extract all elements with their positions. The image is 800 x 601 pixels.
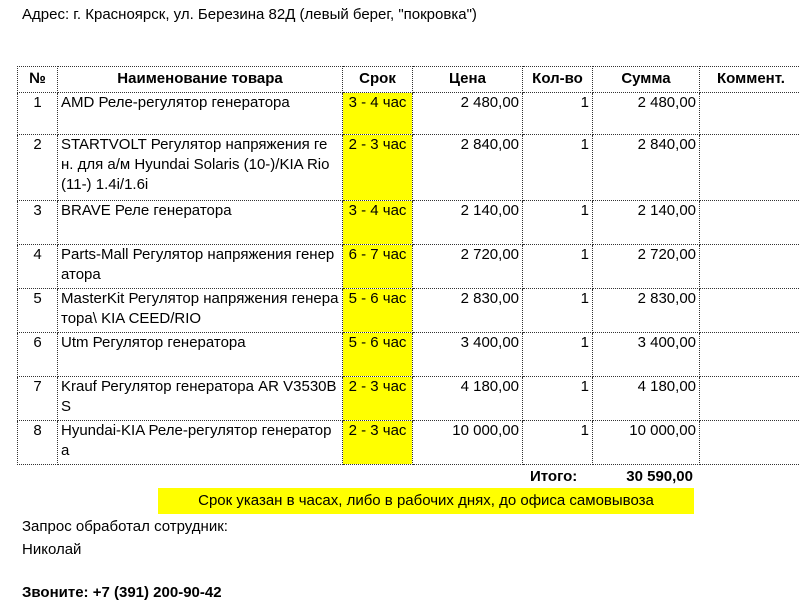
row-sum: 2 140,00 (593, 201, 700, 245)
price-table (17, 66, 800, 465)
row-sum: 2 720,00 (593, 245, 700, 289)
table-row (18, 245, 800, 289)
row-product-name: BRAVE Реле генератора (58, 201, 343, 245)
row-term: 6 - 7 час (343, 245, 413, 289)
row-term: 2 - 3 час (343, 135, 413, 201)
row-qty: 1 (523, 333, 593, 377)
row-price: 2 140,00 (413, 201, 523, 245)
row-sum: 4 180,00 (593, 377, 700, 421)
row-comment (700, 93, 800, 135)
row-price: 2 480,00 (413, 93, 523, 135)
row-qty: 1 (523, 421, 593, 465)
row-price: 10 000,00 (413, 421, 523, 465)
row-price: 2 840,00 (413, 135, 523, 201)
row-term: 5 - 6 час (343, 333, 413, 377)
total-label: Итого: (530, 468, 577, 485)
row-sum: 10 000,00 (593, 421, 700, 465)
row-sum: 2 480,00 (593, 93, 700, 135)
row-qty: 1 (523, 93, 593, 135)
row-price: 2 830,00 (413, 289, 523, 333)
row-qty: 1 (523, 289, 593, 333)
row-qty: 1 (523, 245, 593, 289)
row-num: 7 (18, 377, 58, 421)
delivery-note: Срок указан в часах, либо в рабочих днях, до офиса самовывоза (158, 488, 694, 514)
phone-line: Звоните: +7 (391) 200-90-42 (22, 584, 222, 601)
row-comment (700, 421, 800, 465)
row-product-name: STARTVOLT Регулятор напряжения ген. для а/м Hyundai Solaris (10-)/KIA Rio (11-) 1.4i/1.6i (58, 135, 343, 201)
row-num: 1 (18, 93, 58, 135)
row-comment (700, 289, 800, 333)
row-price: 3 400,00 (413, 333, 523, 377)
header-num: № (18, 67, 58, 93)
row-product-name: MasterKit Регулятор напряжения генератора\ KIA CEED/RIO (58, 289, 343, 333)
row-qty: 1 (523, 377, 593, 421)
table-row (18, 201, 800, 245)
row-num: 3 (18, 201, 58, 245)
table-header-row (18, 67, 800, 93)
row-num: 8 (18, 421, 58, 465)
row-product-name: Krauf Регулятор генератора AR V3530BS (58, 377, 343, 421)
row-sum: 2 840,00 (593, 135, 700, 201)
row-comment (700, 333, 800, 377)
table-row (18, 289, 800, 333)
header-name: Наименование товара (58, 67, 343, 93)
row-term: 3 - 4 час (343, 201, 413, 245)
table-row (18, 135, 800, 201)
row-product-name: Hyundai-KIA Реле-регулятор генератора (58, 421, 343, 465)
table-row (18, 93, 800, 135)
row-comment (700, 201, 800, 245)
row-sum: 2 830,00 (593, 289, 700, 333)
header-sum: Сумма (593, 67, 700, 93)
row-term: 2 - 3 час (343, 421, 413, 465)
row-num: 2 (18, 135, 58, 201)
header-price: Цена (413, 67, 523, 93)
row-price: 4 180,00 (413, 377, 523, 421)
row-price: 2 720,00 (413, 245, 523, 289)
row-product-name: Parts-Mall Регулятор напряжения генератора (58, 245, 343, 289)
employee-name: Николай (22, 541, 81, 558)
row-comment (700, 377, 800, 421)
total-value: 30 590,00 (603, 468, 693, 485)
table-row (18, 377, 800, 421)
header-qty: Кол-во (523, 67, 593, 93)
processed-by-label: Запрос обработал сотрудник: (22, 518, 228, 535)
row-product-name: Utm Регулятор генератора (58, 333, 343, 377)
row-comment (700, 135, 800, 201)
row-term: 3 - 4 час (343, 93, 413, 135)
row-qty: 1 (523, 135, 593, 201)
row-term: 2 - 3 час (343, 377, 413, 421)
row-qty: 1 (523, 201, 593, 245)
table-row (18, 421, 800, 465)
table-row (18, 333, 800, 377)
row-term: 5 - 6 час (343, 289, 413, 333)
row-num: 4 (18, 245, 58, 289)
row-sum: 3 400,00 (593, 333, 700, 377)
header-term: Срок (343, 67, 413, 93)
row-product-name: AMD Реле-регулятор генератора (58, 93, 343, 135)
header-comment: Коммент. (700, 67, 800, 93)
address-line: Адрес: г. Красноярск, ул. Березина 82Д (левый берег, "покровка") (22, 6, 477, 23)
row-num: 5 (18, 289, 58, 333)
row-num: 6 (18, 333, 58, 377)
row-comment (700, 245, 800, 289)
